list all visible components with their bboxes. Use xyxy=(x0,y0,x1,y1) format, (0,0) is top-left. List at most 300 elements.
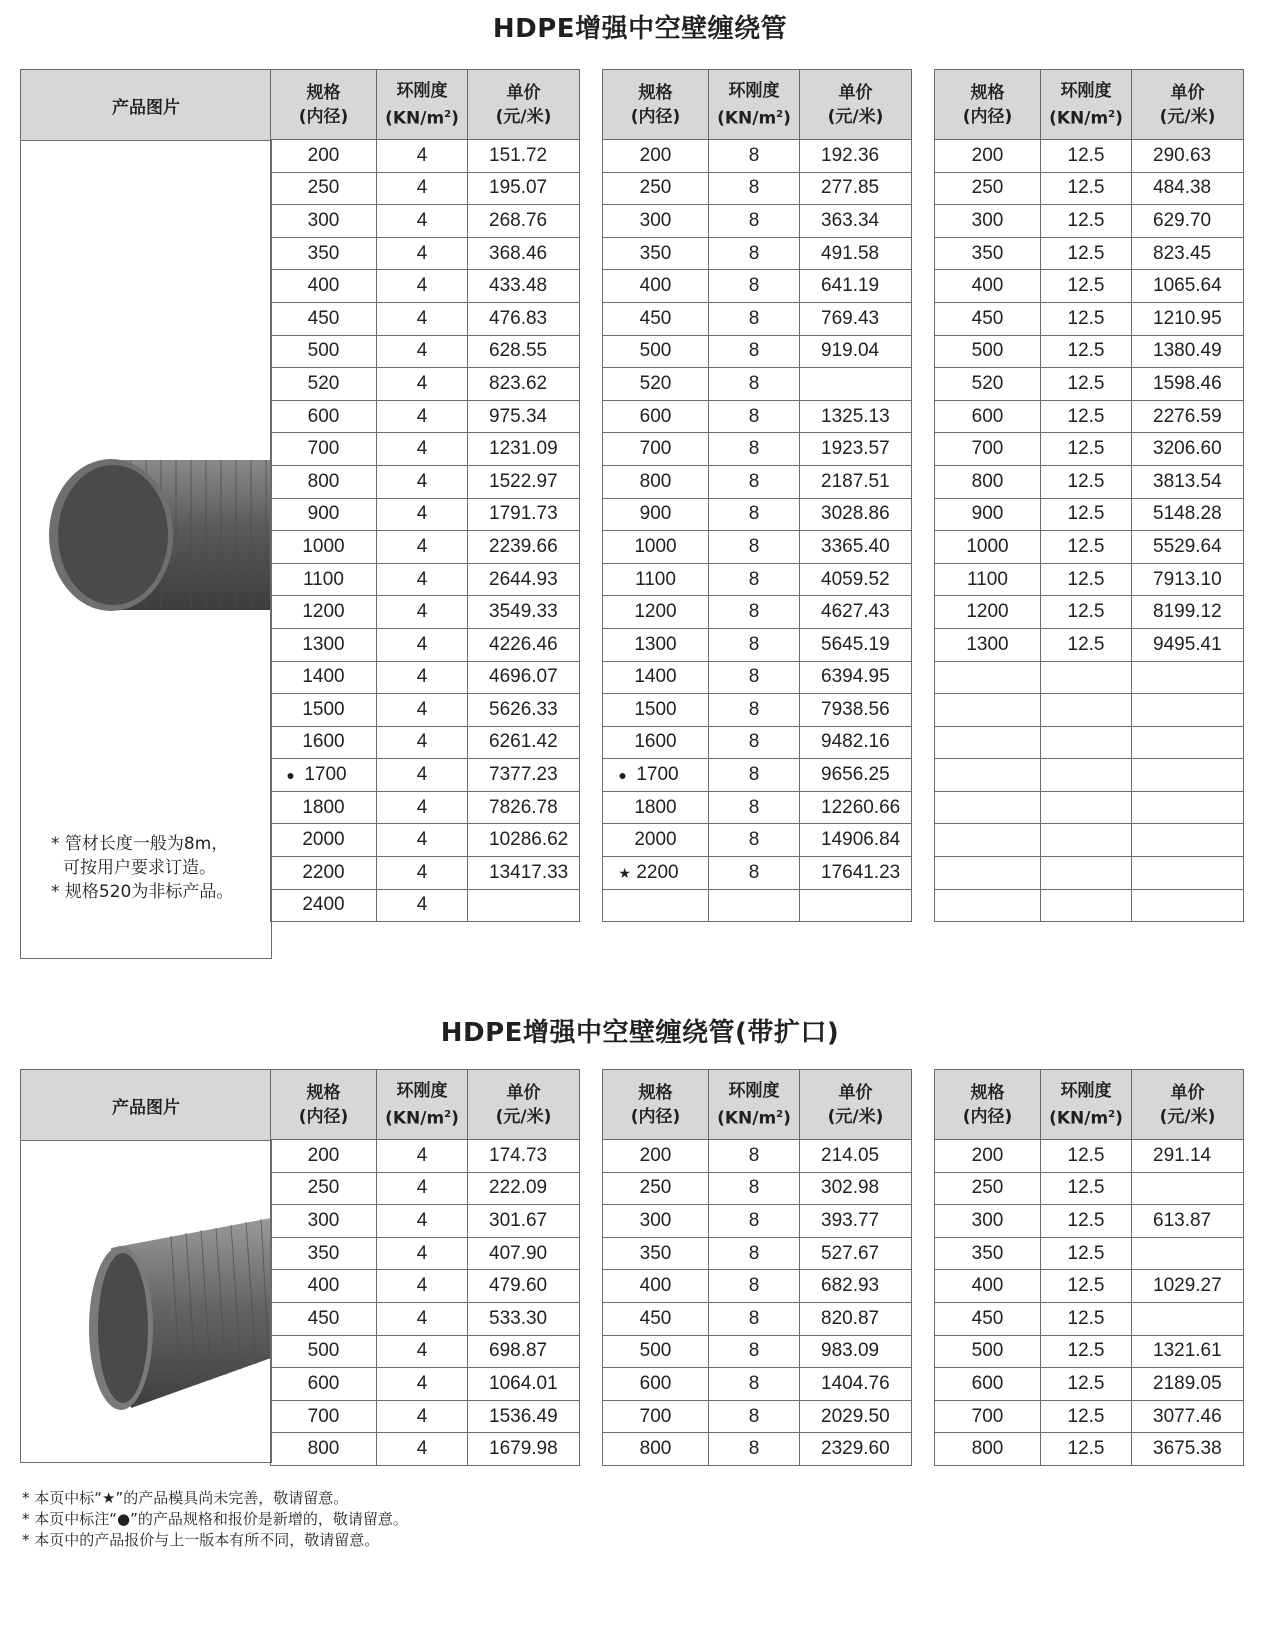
spec-cell xyxy=(935,531,1041,564)
stiffness-cell: 12.5 xyxy=(1041,531,1132,564)
stiffness-header-unit xyxy=(1041,103,1131,131)
stiffness-header-line: 环刚度 xyxy=(396,1080,448,1101)
unit-close: ) xyxy=(451,108,459,129)
price-cell: 268.76 xyxy=(468,205,580,238)
spec-cell xyxy=(935,1335,1041,1368)
price-cell: 363.34 xyxy=(800,205,912,238)
table-row xyxy=(935,661,1244,694)
spec-cell xyxy=(603,302,709,335)
table-row xyxy=(271,368,580,401)
stiffness-cell: 8 xyxy=(709,1172,800,1205)
spec-value: 600 xyxy=(639,405,672,427)
price-cell: 433.48 xyxy=(468,270,580,303)
table-row xyxy=(935,824,1244,857)
spec-value: 2000 xyxy=(634,829,677,851)
stiffness-cell: 8 xyxy=(709,302,800,335)
stiffness-cell: 4 xyxy=(377,1270,468,1303)
unit-superscript: 2 xyxy=(444,108,452,120)
table-row xyxy=(271,433,580,466)
spec-value: 1800 xyxy=(634,796,677,818)
stiffness-cell: 12.5 xyxy=(1041,237,1132,270)
price-header xyxy=(468,70,580,140)
spec-header-line: 规格 xyxy=(970,1082,1005,1103)
note-line: 可按用户要求订造。 xyxy=(63,858,216,878)
stiffness-cell: 8 xyxy=(709,694,800,727)
spec-value: 400 xyxy=(639,1275,672,1297)
price-cell: 12260.66 xyxy=(800,791,912,824)
price-cell: 195.07 xyxy=(468,172,580,205)
spec-cell xyxy=(935,1400,1041,1433)
spec-value: 1400 xyxy=(634,666,677,688)
price-cell: 3813.54 xyxy=(1132,465,1244,498)
stiffness-cell: 12.5 xyxy=(1041,1302,1132,1335)
unit-close: ) xyxy=(783,108,791,129)
price-header-line: 单价 xyxy=(1170,1082,1205,1103)
spec-cell xyxy=(271,368,377,401)
price-header-line: 单价 xyxy=(838,1082,873,1103)
table-row xyxy=(935,1335,1244,1368)
price-cell: 698.87 xyxy=(468,1335,580,1368)
price-cell: 9482.16 xyxy=(800,726,912,759)
stiffness-header xyxy=(377,1070,468,1140)
spec-cell xyxy=(603,270,709,303)
stiffness-cell: 4 xyxy=(377,824,468,857)
table-row xyxy=(271,1172,580,1205)
spec-cell xyxy=(603,1433,709,1466)
stiffness-header-unit xyxy=(709,103,799,131)
table-row xyxy=(935,1205,1244,1238)
price-cell: 3675.38 xyxy=(1132,1433,1244,1466)
price-cell: 613.87 xyxy=(1132,1205,1244,1238)
table-row xyxy=(935,596,1244,629)
price-cell: 301.67 xyxy=(468,1205,580,1238)
stiffness-cell: 4 xyxy=(377,661,468,694)
price-cell xyxy=(800,889,912,922)
table-row xyxy=(935,433,1244,466)
table-row xyxy=(271,1270,580,1303)
spec-value: 700 xyxy=(307,1405,340,1427)
price-cell: 1522.97 xyxy=(468,465,580,498)
spec-cell xyxy=(603,140,709,173)
spec-value: 1000 xyxy=(302,535,345,557)
stiffness-cell: 12.5 xyxy=(1041,270,1132,303)
table-row xyxy=(603,498,912,531)
unit-text: (KN/m xyxy=(1049,1108,1109,1129)
spec-cell xyxy=(935,596,1041,629)
table-row xyxy=(603,694,912,727)
spec-value: 2000 xyxy=(302,829,345,851)
spec-cell xyxy=(603,791,709,824)
spec-value: 800 xyxy=(307,470,340,492)
stiffness-header-unit xyxy=(377,103,467,131)
table-row xyxy=(935,1237,1244,1270)
spec-cell xyxy=(935,270,1041,303)
spec-value: 800 xyxy=(971,470,1004,492)
stiffness-cell: 8 xyxy=(709,140,800,173)
stiffness-cell: 4 xyxy=(377,1140,468,1173)
table-row xyxy=(271,172,580,205)
spec-header xyxy=(603,70,709,140)
table-row xyxy=(271,140,580,173)
price-cell: 7938.56 xyxy=(800,694,912,727)
price-cell: 769.43 xyxy=(800,302,912,335)
spec-value: 1100 xyxy=(635,568,676,590)
spec-cell xyxy=(935,857,1041,890)
price-cell: 9495.41 xyxy=(1132,628,1244,661)
spec-cell xyxy=(271,1400,377,1433)
table-row xyxy=(271,1335,580,1368)
spec-value: 300 xyxy=(307,1209,340,1231)
spec-cell xyxy=(935,140,1041,173)
stiffness-cell: 8 xyxy=(709,1335,800,1368)
unit-close: ) xyxy=(1115,108,1123,129)
table-row xyxy=(603,563,912,596)
spec-value: 300 xyxy=(307,209,340,231)
spec-cell xyxy=(935,1140,1041,1173)
price-cell: 2276.59 xyxy=(1132,400,1244,433)
stiffness-cell: 12.5 xyxy=(1041,1368,1132,1401)
unit-superscript: 2 xyxy=(1108,108,1116,120)
spec-cell xyxy=(935,759,1041,792)
stiffness-cell: 4 xyxy=(377,726,468,759)
table-row xyxy=(271,1433,580,1466)
spec-cell xyxy=(603,661,709,694)
spec-header-line: (内径) xyxy=(298,106,349,127)
stiffness-cell: 12.5 xyxy=(1041,1433,1132,1466)
table-row xyxy=(935,270,1244,303)
table-row xyxy=(271,791,580,824)
stiffness-header xyxy=(377,70,468,140)
table-row xyxy=(603,759,912,792)
price-cell: 1231.09 xyxy=(468,433,580,466)
spec-header xyxy=(935,70,1041,140)
spec-cell xyxy=(271,433,377,466)
stiffness-cell: 8 xyxy=(709,726,800,759)
unit-superscript: 2 xyxy=(776,108,784,120)
spec-value: 350 xyxy=(639,242,672,264)
price-cell: 5148.28 xyxy=(1132,498,1244,531)
stiffness-cell xyxy=(1041,857,1132,890)
price-cell: 290.63 xyxy=(1132,140,1244,173)
spec-value: 1100 xyxy=(967,568,1008,590)
price-cell: 2329.60 xyxy=(800,1433,912,1466)
spec-value: 450 xyxy=(971,1307,1004,1329)
price-cell: 476.83 xyxy=(468,302,580,335)
stiffness-cell: 12.5 xyxy=(1041,302,1132,335)
spec-cell xyxy=(935,628,1041,661)
price-cell: 2189.05 xyxy=(1132,1368,1244,1401)
spec-value: 1300 xyxy=(302,633,345,655)
table-row xyxy=(603,726,912,759)
price-cell: 151.72 xyxy=(468,140,580,173)
stiffness-cell: 4 xyxy=(377,1400,468,1433)
price-header xyxy=(800,70,912,140)
stiffness-cell: 4 xyxy=(377,335,468,368)
spec-value: 700 xyxy=(971,1405,1004,1427)
price-cell: 533.30 xyxy=(468,1302,580,1335)
spec-value: 1300 xyxy=(634,633,677,655)
price-cell: 1679.98 xyxy=(468,1433,580,1466)
spec-value: 500 xyxy=(307,340,340,362)
stiffness-cell xyxy=(1041,791,1132,824)
table-row xyxy=(603,140,912,173)
table-row xyxy=(271,824,580,857)
price-header-line: (元/米) xyxy=(495,106,552,127)
price-cell xyxy=(1132,759,1244,792)
stiffness-cell: 8 xyxy=(709,791,800,824)
spec-cell xyxy=(935,1270,1041,1303)
stiffness-cell: 8 xyxy=(709,596,800,629)
price-header-line: (元/米) xyxy=(827,1106,884,1127)
spec-value: 500 xyxy=(971,1340,1004,1362)
price-cell: 4696.07 xyxy=(468,661,580,694)
stiffness-header xyxy=(1041,1070,1132,1140)
table-row xyxy=(271,596,580,629)
price-cell: 629.70 xyxy=(1132,205,1244,238)
price-cell: 3206.60 xyxy=(1132,433,1244,466)
stiffness-header xyxy=(709,70,800,140)
spec-value: 600 xyxy=(307,1372,340,1394)
spec-value: 500 xyxy=(639,1340,672,1362)
spec-cell xyxy=(603,1302,709,1335)
price-cell xyxy=(1132,1172,1244,1205)
stiffness-cell: 8 xyxy=(709,1433,800,1466)
price-table xyxy=(934,1069,1244,1466)
price-cell: 491.58 xyxy=(800,237,912,270)
spec-header xyxy=(271,1070,377,1140)
unit-close: ) xyxy=(451,1108,459,1129)
table-row xyxy=(271,563,580,596)
price-cell: 9656.25 xyxy=(800,759,912,792)
spec-value: 1700 xyxy=(636,764,679,786)
spec-cell xyxy=(603,694,709,727)
stiffness-cell: 12.5 xyxy=(1041,1172,1132,1205)
spec-cell xyxy=(271,400,377,433)
spec-cell xyxy=(603,1237,709,1270)
spec-cell xyxy=(603,1270,709,1303)
stiffness-cell: 8 xyxy=(709,270,800,303)
table-row xyxy=(935,368,1244,401)
spec-cell xyxy=(935,563,1041,596)
table-row xyxy=(603,433,912,466)
stiffness-cell xyxy=(1041,726,1132,759)
spec-value: 700 xyxy=(639,438,672,460)
price-table xyxy=(602,69,912,922)
stiffness-cell: 4 xyxy=(377,205,468,238)
spec-value: 900 xyxy=(639,503,672,525)
note-line: * 管材长度一般为8m， xyxy=(51,834,229,854)
table-row xyxy=(271,694,580,727)
stiffness-cell: 4 xyxy=(377,433,468,466)
spec-value: 400 xyxy=(307,1275,340,1297)
price-header xyxy=(468,1070,580,1140)
unit-close: ) xyxy=(1115,1108,1123,1129)
price-cell: 8199.12 xyxy=(1132,596,1244,629)
table-row xyxy=(271,1140,580,1173)
spec-value: 900 xyxy=(307,503,340,525)
price-header-line: (元/米) xyxy=(495,1106,552,1127)
stiffness-cell: 8 xyxy=(709,531,800,564)
table-row xyxy=(271,498,580,531)
price-cell: 820.87 xyxy=(800,1302,912,1335)
price-cell: 1536.49 xyxy=(468,1400,580,1433)
price-cell: 368.46 xyxy=(468,237,580,270)
spec-value: 520 xyxy=(971,372,1004,394)
spec-value: 200 xyxy=(307,1144,340,1166)
footnotes xyxy=(22,1488,408,1551)
stiffness-cell: 12.5 xyxy=(1041,140,1132,173)
stiffness-cell: 4 xyxy=(377,1205,468,1238)
spec-value: 1000 xyxy=(966,535,1009,557)
spec-value: 400 xyxy=(307,275,340,297)
price-cell: 823.45 xyxy=(1132,237,1244,270)
price-cell: 1598.46 xyxy=(1132,368,1244,401)
spec-value: 800 xyxy=(307,1438,340,1460)
table-row xyxy=(271,857,580,890)
spec-cell xyxy=(271,1335,377,1368)
stiffness-cell: 4 xyxy=(377,596,468,629)
table-row xyxy=(935,1140,1244,1173)
spec-value: 600 xyxy=(639,1372,672,1394)
spec-cell xyxy=(271,1205,377,1238)
table-row xyxy=(935,1172,1244,1205)
note-line: * 规格520为非标产品。 xyxy=(51,882,234,902)
spec-cell xyxy=(935,1302,1041,1335)
spec-cell xyxy=(935,694,1041,727)
spec-cell xyxy=(603,172,709,205)
spec-value: 1000 xyxy=(634,535,677,557)
price-cell: 407.90 xyxy=(468,1237,580,1270)
spec-cell xyxy=(271,302,377,335)
price-cell: 1321.61 xyxy=(1132,1335,1244,1368)
spec-cell xyxy=(935,824,1041,857)
spec-cell xyxy=(603,889,709,922)
stiffness-header-line: 环刚度 xyxy=(396,80,448,101)
stiffness-cell: 8 xyxy=(709,1302,800,1335)
stiffness-cell: 4 xyxy=(377,759,468,792)
table-row xyxy=(603,400,912,433)
table-row xyxy=(603,270,912,303)
stiffness-cell: 12.5 xyxy=(1041,172,1132,205)
table-row xyxy=(935,531,1244,564)
spec-cell xyxy=(935,368,1041,401)
stiffness-cell: 4 xyxy=(377,857,468,890)
price-cell xyxy=(1132,791,1244,824)
spec-cell xyxy=(603,368,709,401)
spec-value: 250 xyxy=(639,177,672,199)
stiffness-cell: 12.5 xyxy=(1041,596,1132,629)
stiffness-cell: 4 xyxy=(377,368,468,401)
stiffness-cell: 8 xyxy=(709,1205,800,1238)
spec-header-line: (内径) xyxy=(630,1106,681,1127)
spec-cell xyxy=(603,498,709,531)
spec-value: 520 xyxy=(639,372,672,394)
spec-cell xyxy=(271,661,377,694)
stiffness-cell: 8 xyxy=(709,1270,800,1303)
spec-value: 600 xyxy=(307,405,340,427)
spec-cell xyxy=(271,726,377,759)
table-row xyxy=(603,1400,912,1433)
spec-cell xyxy=(271,791,377,824)
price-cell: 628.55 xyxy=(468,335,580,368)
table-row xyxy=(271,889,580,922)
price-header-line: (元/米) xyxy=(1159,1106,1216,1127)
stiffness-cell: 12.5 xyxy=(1041,1400,1132,1433)
stiffness-header-line: 环刚度 xyxy=(728,80,780,101)
table-row xyxy=(271,270,580,303)
price-cell: 214.05 xyxy=(800,1140,912,1173)
spec-value: 1500 xyxy=(634,698,677,720)
price-cell xyxy=(1132,824,1244,857)
spec-cell xyxy=(603,237,709,270)
table-row xyxy=(603,1172,912,1205)
spec-cell xyxy=(603,1140,709,1173)
spec-value: 800 xyxy=(639,1438,672,1460)
spec-header-line: (内径) xyxy=(298,1106,349,1127)
spec-cell xyxy=(603,433,709,466)
stiffness-cell xyxy=(1041,889,1132,922)
spec-value: 350 xyxy=(971,1242,1004,1264)
spec-value: 250 xyxy=(971,1177,1004,1199)
table-row xyxy=(935,726,1244,759)
stiffness-cell: 12.5 xyxy=(1041,1205,1132,1238)
stiffness-cell: 8 xyxy=(709,465,800,498)
spec-value: 500 xyxy=(307,1340,340,1362)
table-row xyxy=(603,1433,912,1466)
unit-close: ) xyxy=(783,1108,791,1129)
stiffness-cell: 4 xyxy=(377,791,468,824)
spec-cell xyxy=(271,1302,377,1335)
table-row xyxy=(935,400,1244,433)
spec-cell xyxy=(935,661,1041,694)
table-row xyxy=(935,889,1244,922)
spec-value: 300 xyxy=(639,1209,672,1231)
stiffness-cell: 4 xyxy=(377,172,468,205)
price-header-line: 单价 xyxy=(506,1082,541,1103)
stiffness-cell: 8 xyxy=(709,1237,800,1270)
price-cell xyxy=(1132,726,1244,759)
price-cell: 291.14 xyxy=(1132,1140,1244,1173)
stiffness-cell: 12.5 xyxy=(1041,498,1132,531)
stiffness-header xyxy=(1041,70,1132,140)
table-row xyxy=(603,1270,912,1303)
price-header-line: 单价 xyxy=(1170,82,1205,103)
stiffness-cell xyxy=(1041,824,1132,857)
stiffness-cell: 12.5 xyxy=(1041,368,1132,401)
spec-value: 200 xyxy=(307,144,340,166)
spec-value: 250 xyxy=(639,1177,672,1199)
table-row xyxy=(271,1368,580,1401)
spec-cell xyxy=(603,1400,709,1433)
price-cell: 222.09 xyxy=(468,1172,580,1205)
price-cell xyxy=(1132,694,1244,727)
table-row xyxy=(935,1302,1244,1335)
spec-value: 400 xyxy=(971,1275,1004,1297)
stiffness-cell: 8 xyxy=(709,824,800,857)
stiffness-cell: 12.5 xyxy=(1041,205,1132,238)
price-cell: 3028.86 xyxy=(800,498,912,531)
stiffness-cell: 12.5 xyxy=(1041,1237,1132,1270)
table-row xyxy=(935,465,1244,498)
spec-value: 1300 xyxy=(966,633,1009,655)
stiffness-cell: 4 xyxy=(377,1335,468,1368)
stiffness-cell: 4 xyxy=(377,531,468,564)
stiffness-cell: 4 xyxy=(377,563,468,596)
stiffness-cell: 12.5 xyxy=(1041,1335,1132,1368)
stiffness-cell: 4 xyxy=(377,889,468,922)
spec-cell xyxy=(603,531,709,564)
price-cell: 17641.23 xyxy=(800,857,912,890)
